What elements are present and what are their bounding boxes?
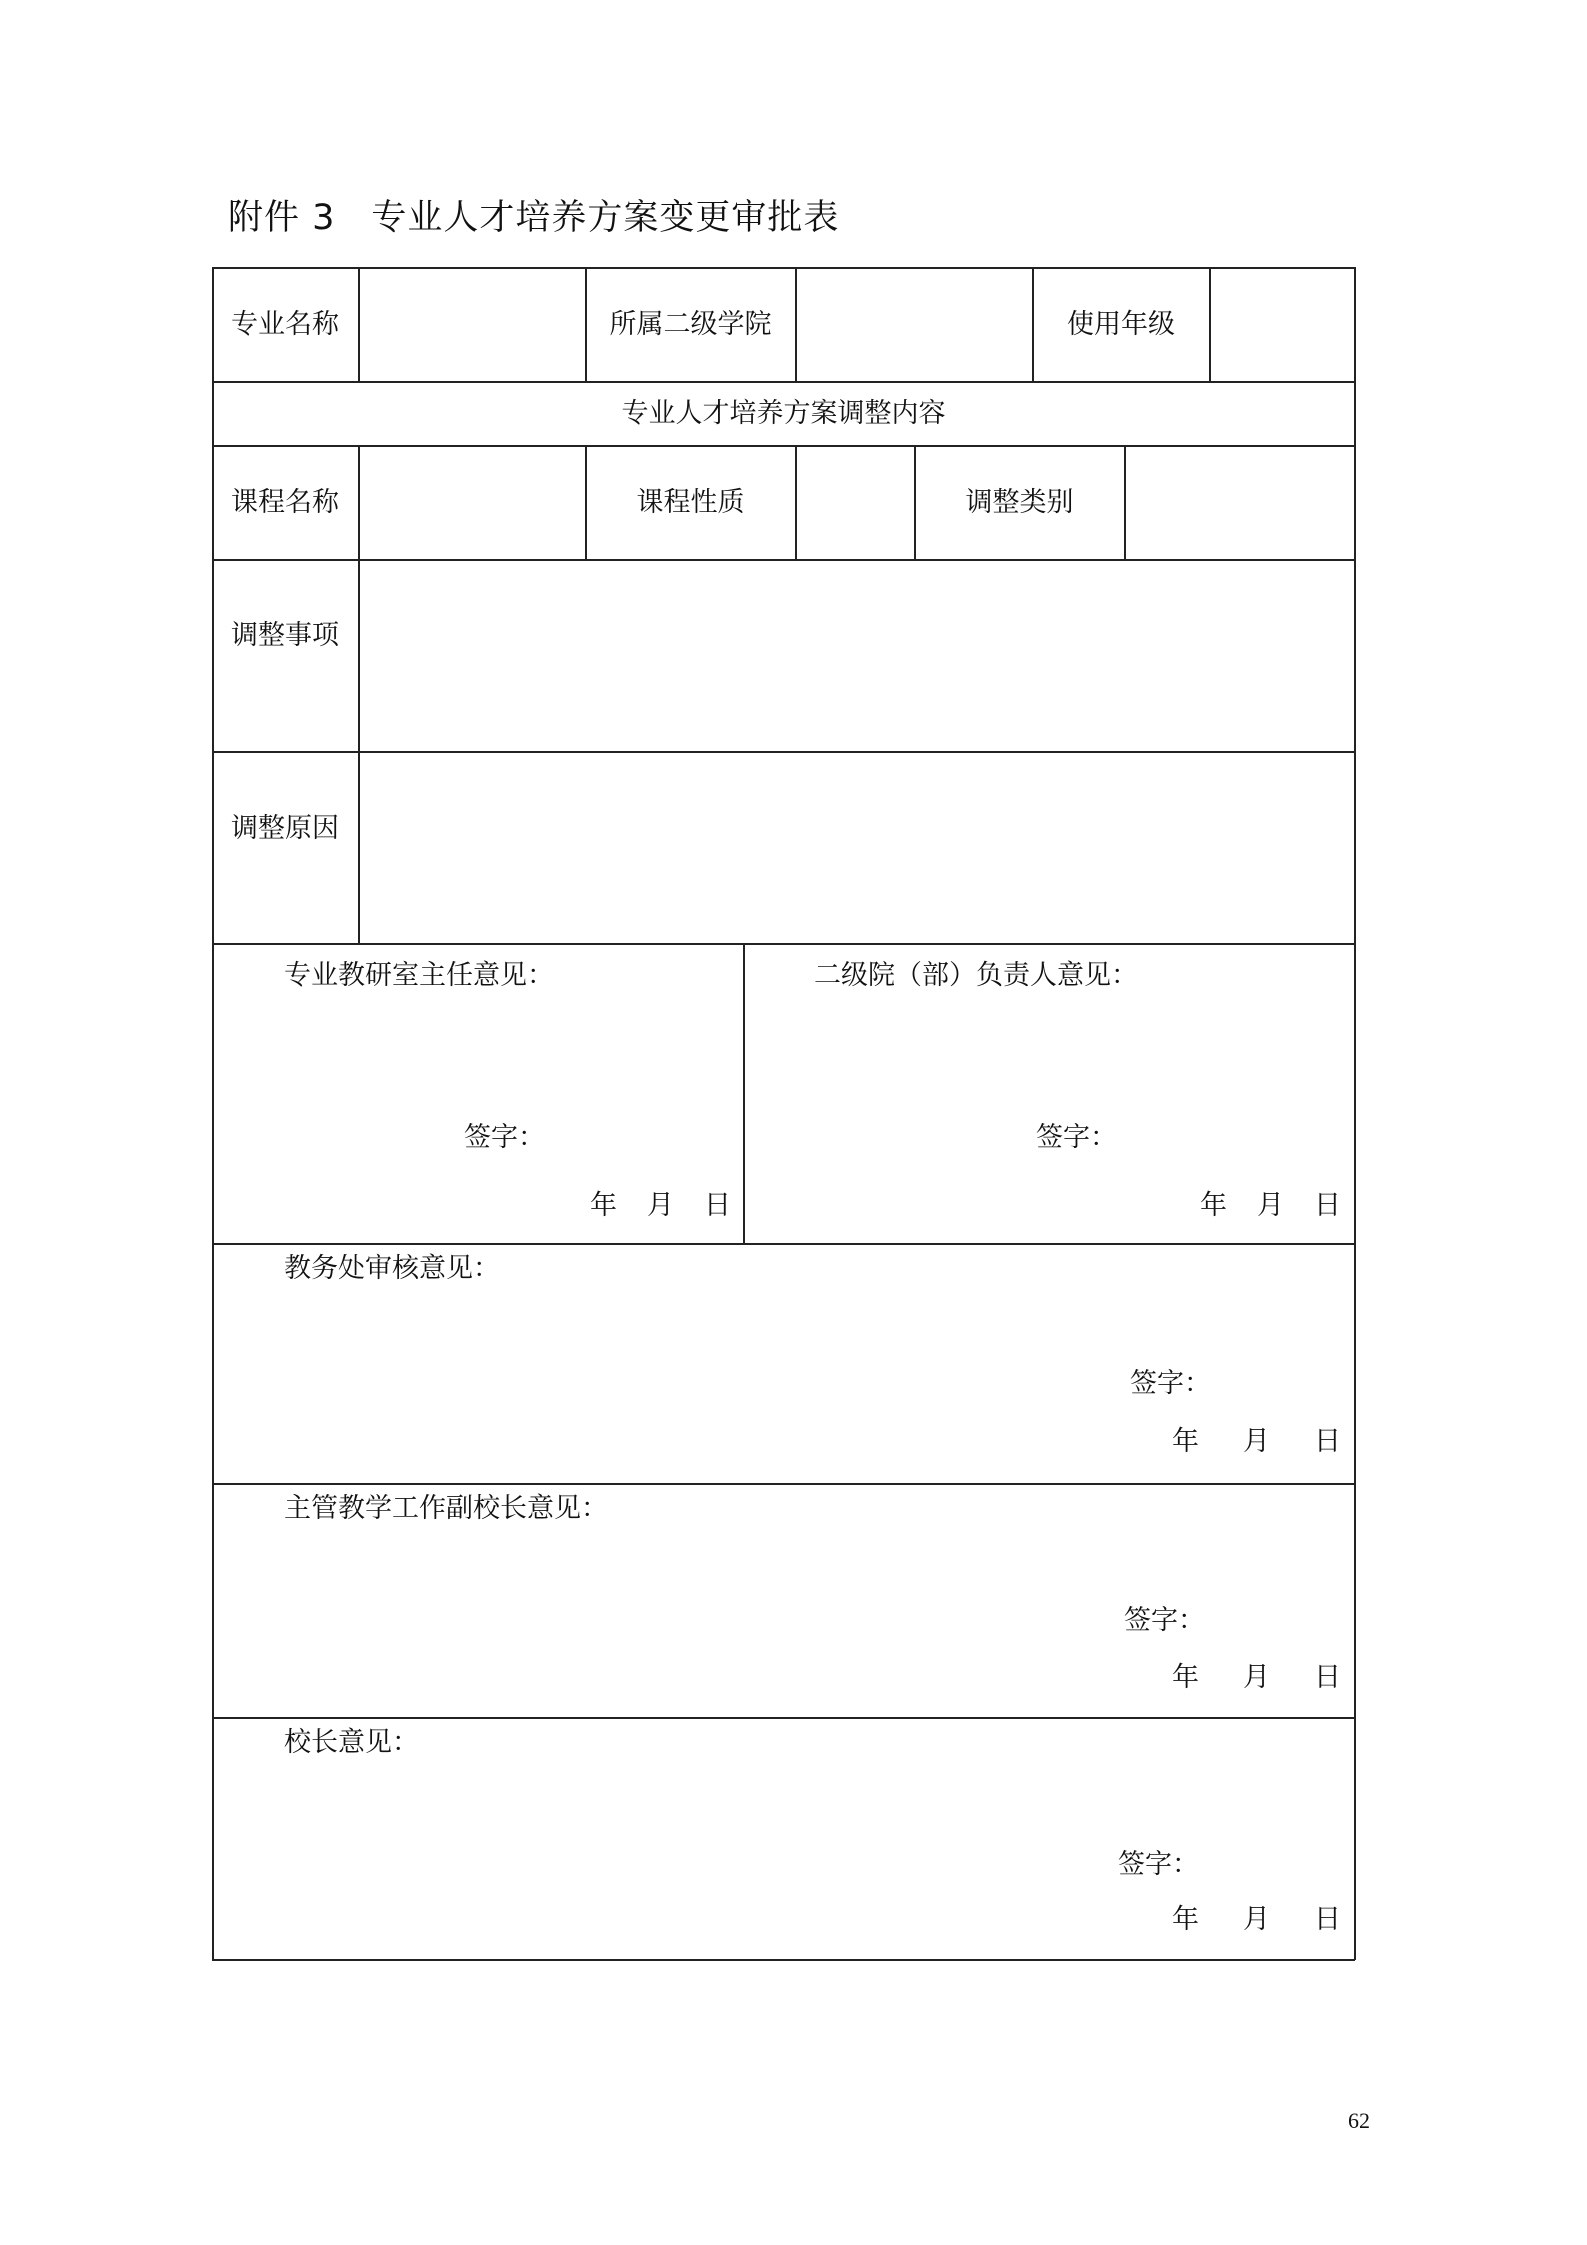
table-border-bottom xyxy=(212,1959,1355,1961)
college-year-label: 年 xyxy=(1200,1190,1227,1221)
president-day-label: 日 xyxy=(1314,1904,1341,1935)
course-nature-label: 课程性质 xyxy=(636,486,745,518)
table-border-right xyxy=(1354,267,1356,1960)
major-name-field[interactable] xyxy=(360,269,584,380)
adjust-items-label: 调整事项 xyxy=(231,619,339,651)
col-divider xyxy=(743,943,745,1244)
dept-day-label: 日 xyxy=(704,1190,731,1221)
major-name-label: 专业名称 xyxy=(231,308,339,340)
vice-president-sign-label: 签字： xyxy=(1124,1605,1205,1636)
course-nature-field[interactable] xyxy=(797,447,913,558)
course-name-field[interactable] xyxy=(360,447,584,558)
vice-president-opinion-label: 主管教学工作副校长意见： xyxy=(284,1493,608,1524)
adjust-items-field[interactable] xyxy=(360,561,1353,750)
vice-president-day-label: 日 xyxy=(1314,1662,1341,1693)
approval-form-table xyxy=(212,267,1355,1960)
vice-president-year-label: 年 xyxy=(1172,1662,1199,1693)
vice-president-month-label: 月 xyxy=(1243,1662,1270,1693)
adjust-reason-field[interactable] xyxy=(360,753,1353,942)
academic-sign-label: 签字： xyxy=(1130,1368,1211,1399)
dept-month-label: 月 xyxy=(647,1190,674,1221)
academic-opinion-label: 教务处审核意见： xyxy=(284,1253,500,1284)
president-month-label: 月 xyxy=(1243,1904,1270,1935)
academic-year-label: 年 xyxy=(1172,1426,1199,1457)
president-sign-label: 签字： xyxy=(1118,1849,1199,1880)
adjust-type-label: 调整类别 xyxy=(965,486,1074,518)
course-name-label: 课程名称 xyxy=(231,486,339,518)
dept-opinion-label: 专业教研室主任意见： xyxy=(284,960,554,991)
grade-field[interactable] xyxy=(1211,269,1353,380)
president-opinion-label: 校长意见： xyxy=(284,1727,419,1758)
dept-year-label: 年 xyxy=(590,1190,617,1221)
attachment-number: 附件 3 xyxy=(228,198,336,238)
page-number: 62 xyxy=(1348,2108,1370,2133)
college-field[interactable] xyxy=(797,269,1031,380)
document-title xyxy=(228,190,839,240)
adjust-type-field[interactable] xyxy=(1126,447,1353,558)
college-opinion-label: 二级院（部）负责人意见： xyxy=(814,960,1138,991)
academic-day-label: 日 xyxy=(1314,1426,1341,1457)
section-header: 专业人才培养方案调整内容 xyxy=(621,398,946,429)
college-month-label: 月 xyxy=(1257,1190,1284,1221)
dept-sign-label: 签字： xyxy=(464,1122,545,1153)
adjust-reason-label: 调整原因 xyxy=(231,812,339,844)
grade-label: 使用年级 xyxy=(1067,308,1175,340)
academic-month-label: 月 xyxy=(1243,1426,1270,1457)
college-day-label: 日 xyxy=(1314,1190,1341,1221)
president-year-label: 年 xyxy=(1172,1904,1199,1935)
form-title: 专业人才培养方案变更审批表 xyxy=(371,198,840,238)
college-sign-label: 签字： xyxy=(1036,1122,1117,1153)
college-label: 所属二级学院 xyxy=(609,308,772,340)
